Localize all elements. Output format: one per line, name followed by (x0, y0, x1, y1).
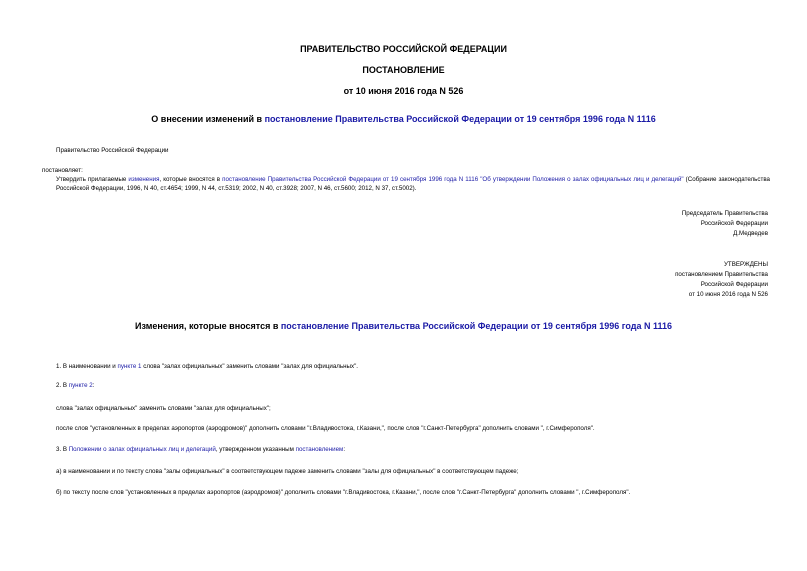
document-title (0, 114, 807, 124)
changes-title (0, 321, 807, 331)
changes-title-prefix: Изменения, которые вносятся в (135, 321, 281, 331)
decides-text: постановляет: (42, 167, 83, 174)
intro-paragraph (56, 175, 770, 193)
approved-line-3: Российской Федерации (700, 281, 768, 288)
document-title-link[interactable]: постановление Правительства Российской Федерации от 19 сентября 1996 года N 1116 (264, 114, 656, 124)
item-1-text-b: слова "залах официальных" заменить словами "залах для официальных". (141, 363, 358, 370)
intro-text-start: Утвердить прилагаемые (56, 176, 129, 183)
item-1-text-a: 1. В наименовании и (56, 363, 118, 370)
item-3-sub-a: а) в наименовании и по тексту слова "залы официальных" в соответствующем падеже заменить словами "залы для официальных" в соответствующем падеже; (56, 468, 519, 475)
changes-link[interactable]: изменения (128, 176, 160, 183)
item-3-text-b: , утвержденном указанным (215, 446, 296, 453)
approved-line-2: постановлением Правительства (675, 271, 768, 278)
item-3 (56, 446, 345, 454)
issuer-text: Правительство Российской Федерации (56, 147, 169, 154)
approved-line-4: от 10 июня 2016 года N 526 (688, 291, 768, 298)
item-2-text-b: : (92, 382, 95, 389)
decree-1116-link[interactable]: постановление Правительства Российской Федерации от 19 сентября 1996 года N 1116 "Об утверждении Положения о залах официальных лиц и делегаций" (222, 176, 684, 183)
item-3-regulation-link[interactable]: Положении о залах официальных лиц и делегаций (68, 446, 216, 453)
signature-line-1: Председатель Правительства (681, 210, 768, 217)
government-heading: ПРАВИТЕЛЬСТВО РОССИЙСКОЙ ФЕДЕРАЦИИ (300, 44, 507, 54)
item-2-sub-1: слова "залах официальных" заменить словами "залах для официальных"; (56, 405, 271, 412)
signature-name: Д.Медведев (733, 230, 768, 237)
document-title-prefix: О внесении изменений в (151, 114, 265, 124)
intro-text-mid: , которые вносятся в (159, 176, 223, 183)
item-3-text-c: : (343, 446, 346, 453)
approved-line-1: УТВЕРЖДЕНЫ (724, 261, 768, 268)
intro-text-end: (Собрание законодательства Российской Федерации, 1996, N 40, ст.4654; 1999, N 44, ст.5319; 2002, N 40, ст.3928; 2007, N 46, ст.5600; 2012, N 37, ст.5002). (56, 176, 770, 192)
item-1-link[interactable]: пункте 1 (117, 363, 142, 370)
item-3-sub-b: б) по тексту после слов "установленных в пределах аэропортов (аэродромов)" дополнить словами "г.Владивостока, г.Казани,", после слов "г.Санкт-Петербурга" дополнить словами ", г.Симферополя". (56, 489, 631, 496)
document-date-number: от 10 июня 2016 года N 526 (343, 86, 464, 96)
item-3-text-a: 3. В (56, 446, 69, 453)
changes-title-link[interactable]: постановление Правительства Российской Федерации от 19 сентября 1996 года N 1116 (280, 321, 672, 331)
document-type-heading: ПОСТАНОВЛЕНИЕ (362, 65, 445, 75)
signature-line-2: Российской Федерации (700, 220, 768, 227)
item-2-link[interactable]: пункте 2 (68, 382, 93, 389)
item-2-text-a: 2. В (56, 382, 69, 389)
item-3-decree-link[interactable]: постановлением (295, 446, 344, 453)
item-1 (56, 363, 358, 371)
item-2-sub-2: после слов "установленных в пределах аэропортов (аэродромов)" дополнить словами "г.Владивостока, г.Казани,", после слов "г.Санкт-Петербурга" дополнить словами ", г.Симферополя". (56, 425, 595, 432)
item-2 (56, 382, 94, 390)
